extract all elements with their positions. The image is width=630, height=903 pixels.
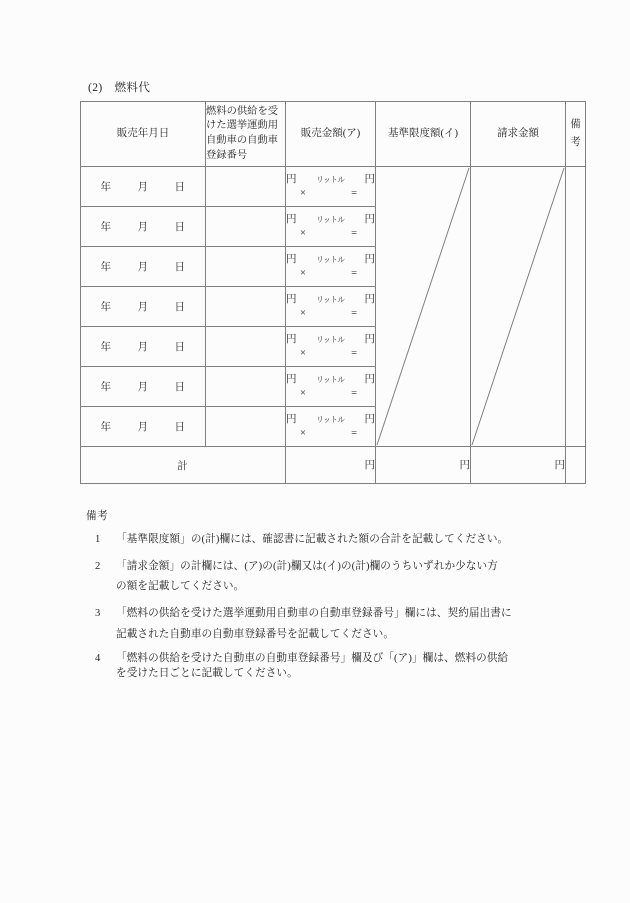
date-year-label: 年 [100,342,112,353]
liter-unit: リットル [316,295,345,305]
table-header-row [81,102,586,167]
header-cell-standard-limit: 基準限度額(イ) [376,102,471,167]
yen-unit-1: 円 [286,254,297,266]
section-title-text: 燃料代 [114,82,151,94]
fuel-cost-table [80,101,586,484]
multiply-sign: × [300,347,306,359]
cell-claim-amount-slashed[interactable] [471,167,566,447]
remarks-char-1: 備 [570,119,581,131]
multiply-sign: × [300,427,306,439]
notes-heading: 備考 [86,511,109,522]
total-sales-amount[interactable] [286,447,376,484]
cell-sales-amount[interactable] [286,207,376,247]
note-item [86,604,586,645]
cell-sales-amount[interactable] [286,367,376,407]
cell-registration-number[interactable] [206,407,286,447]
liter-unit: リットル [316,175,345,185]
liter-unit: リットル [316,375,345,385]
cell-sales-amount[interactable] [286,327,376,367]
date-year-label: 年 [100,262,112,273]
yen-unit-1: 円 [286,334,297,346]
equals-sign: = [351,387,357,399]
note-text-continuation: の額を記載してください。 [116,581,245,593]
yen-unit-2: 円 [364,334,375,346]
cell-registration-number[interactable] [206,367,286,407]
notes-section [86,508,586,687]
cell-registration-number[interactable] [206,287,286,327]
cell-sales-amount[interactable] [286,247,376,287]
header-cell-date: 販売年月日 [81,102,206,167]
section-number: (2) [88,82,103,94]
note-number: 3 [95,607,101,619]
total-claim-amount-unit: 円 [554,460,565,471]
cell-date[interactable] [81,327,206,367]
date-day-label: 日 [174,422,186,433]
equals-sign: = [351,267,357,279]
total-sales-amount-unit: 円 [364,460,375,471]
yen-unit-1: 円 [286,214,297,226]
date-year-label: 年 [100,302,112,313]
yen-unit-1: 円 [286,174,297,186]
cell-remarks[interactable] [566,167,586,447]
cell-sales-amount[interactable] [286,407,376,447]
equals-sign: = [351,307,357,319]
yen-unit-2: 円 [364,214,375,226]
cell-date[interactable] [81,207,206,247]
liter-unit: リットル [316,415,345,425]
date-year-label: 年 [100,382,112,393]
note-text: 「基準限度額」の(計)欄には、確認書に記載された額の合計を記載してください。 [116,534,509,545]
yen-unit-2: 円 [364,254,375,266]
yen-unit-2: 円 [364,414,375,426]
date-day-label: 日 [174,342,186,353]
cell-date[interactable] [81,287,206,327]
yen-unit-2: 円 [364,374,375,386]
date-day-label: 日 [174,182,186,193]
equals-sign: = [351,227,357,239]
yen-unit-1: 円 [286,294,297,306]
multiply-sign: × [300,387,306,399]
liter-unit: リットル [316,215,345,225]
multiply-sign: × [300,187,306,199]
date-day-label: 日 [174,262,186,273]
cell-date[interactable] [81,367,206,407]
note-item [86,530,586,551]
cell-registration-number[interactable] [206,207,286,247]
cell-date[interactable] [81,167,206,207]
date-day-label: 日 [174,382,186,393]
header-cell-remarks [566,102,586,167]
equals-sign: = [351,347,357,359]
date-month-label: 月 [137,222,149,233]
multiply-sign: × [300,267,306,279]
liter-unit: リットル [316,255,345,265]
total-remarks[interactable] [566,447,586,484]
cell-registration-number[interactable] [206,167,286,207]
yen-unit-2: 円 [364,294,375,306]
note-text-wrapper [116,651,586,681]
cell-sales-amount[interactable] [286,167,376,207]
note-text: 「請求金額」の計欄には、(ア)の(計)欄又は(イ)の(計)欄のうちいずれか少ない方 [116,560,498,572]
cell-date[interactable] [81,407,206,447]
header-cell-claim-amount: 請求金額 [471,102,566,167]
date-month-label: 月 [137,422,149,433]
diagonal-slash-icon [471,167,565,446]
note-text: 「燃料の供給を受けた選挙運動用自動車の自動車登録番号」欄には、契約届出書に [116,607,512,619]
note-number: 1 [95,534,101,545]
note-item [86,651,586,681]
cell-standard-limit-slashed[interactable] [376,167,471,447]
date-year-label: 年 [100,182,112,193]
date-month-label: 月 [137,302,149,313]
note-item [86,557,586,598]
date-month-label: 月 [137,342,149,353]
table-row [81,167,586,207]
note-number: 2 [95,560,101,572]
date-year-label: 年 [100,222,112,233]
note-text-continuation: 記載された自動車の自動車登録番号を記載してください。 [116,628,395,640]
section-title [88,79,150,95]
cell-registration-number[interactable] [206,327,286,367]
date-month-label: 月 [137,382,149,393]
multiply-sign: × [300,307,306,319]
header-cell-sales-amount: 販売金額(ア) [286,102,376,167]
total-standard-limit[interactable] [376,447,471,484]
total-standard-limit-unit: 円 [459,460,470,471]
note-number: 4 [95,653,101,665]
header-cell-registration-number: 燃料の供給を受けた選挙運動用自動車の自動車登録番号 [206,102,286,167]
date-month-label: 月 [137,262,149,273]
cell-sales-amount[interactable] [286,287,376,327]
total-label: 計 [81,447,286,484]
yen-unit-2: 円 [364,174,375,186]
date-day-label: 日 [174,302,186,313]
remarks-char-2: 考 [570,137,581,148]
note-text-wrapper [116,604,586,645]
equals-sign: = [351,427,357,439]
note-text-wrapper [116,557,586,598]
table-total-row [81,447,586,484]
cell-registration-number[interactable] [206,247,286,287]
multiply-sign: × [300,227,306,239]
note-text: 「燃料の供給を受けた自動車の自動車登録番号」欄及び「(ア)」欄は、燃料の供給 [116,653,509,665]
date-day-label: 日 [174,222,186,233]
cell-date[interactable] [81,247,206,287]
note-text-continuation: を受けた日ごとに記載してください。 [116,668,298,680]
date-month-label: 月 [137,182,149,193]
diagonal-slash-icon [376,167,470,446]
yen-unit-1: 円 [286,414,297,426]
liter-unit: リットル [316,335,345,345]
total-claim-amount[interactable] [471,447,566,484]
equals-sign: = [351,187,357,199]
date-year-label: 年 [100,422,112,433]
yen-unit-1: 円 [286,374,297,386]
